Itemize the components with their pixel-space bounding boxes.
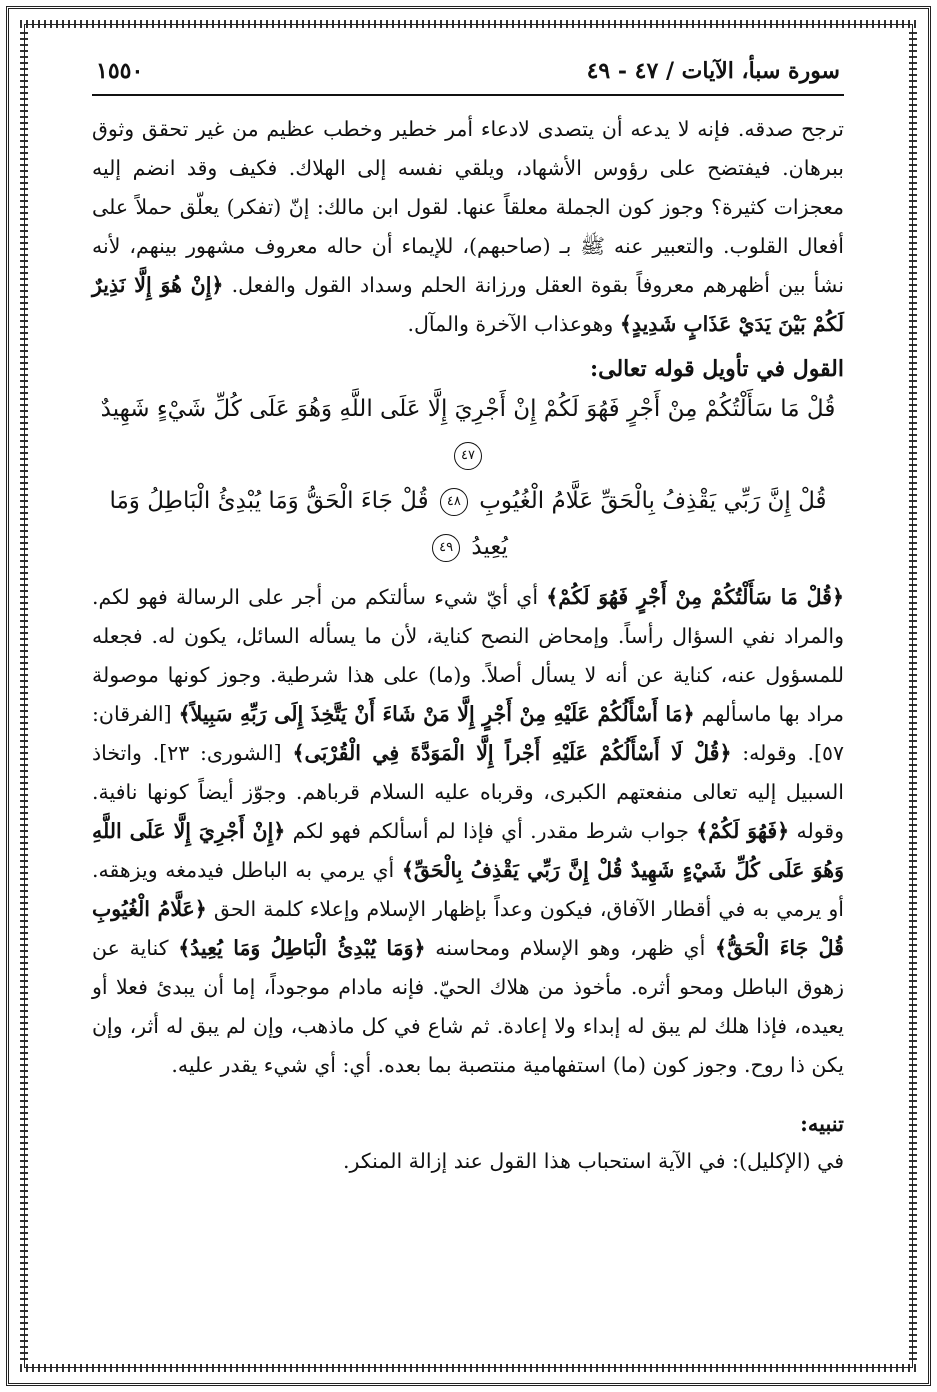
quran-quote: ﴿فَهُوَ لَكُمْ﴾ (696, 819, 790, 843)
page-content (92, 50, 844, 1180)
verse-line-2 (92, 478, 844, 570)
quran-quote: ﴿قُلْ مَا سَأَلْتُكُمْ مِنْ أَجْرٍ فَهُوَ لَكُمْ﴾ (546, 585, 844, 609)
running-title: سورة سبأ، الآيات / ٤٧ - ٤٩ (586, 58, 840, 84)
verse-47-text: قُلْ مَا سَأَلْتُكُمْ مِنْ أَجْرٍ فَهُوَ لَكُمْ إِنْ أَجْرِيَ إِلَّا عَلَى اللَّهِ وَهُوَ عَلَى كُلِّ شَيْءٍ شَهِيدٌ (100, 396, 836, 422)
commentary-text: أي يرمي به الباطل فيدمغه ويزهقه. أو يرمي به في أقطار الآفاق، فيكون وعداً بإظهار الإسلام وإعلاء كلمة الحق (92, 858, 844, 921)
ayah-number-47: ٤٧ (454, 442, 482, 470)
paragraph-1 (92, 110, 844, 344)
commentary-text: جواب شرط مقدر. أي فإذا لم أسألكم فهو لكم (292, 819, 689, 843)
ayah-number-49: ٤٩ (432, 534, 460, 562)
quran-quote: ﴿إِنْ أَجْرِيَ إِلَّا عَلَى اللَّهِ وَهُوَ عَلَى كُلِّ شَيْءٍ شَهِيدٌ قُلْ إِنَّ رَبِّي يَقْذِفُ بِالْحَقِّ﴾ (92, 819, 844, 882)
quran-quote: ﴿وَمَا يُبْدِئُ الْبَاطِلُ وَمَا يُعِيدُ﴾ (178, 936, 426, 960)
commentary-text: أي أيّ شيء سألتكم من أجر على الرسالة فهو لكم. والمراد نفي السؤال رأساً. وإمحاض النصح كناية، لأن ما يسأله السائل، يكون له. فجعله للمسؤول عنه، كناية عن أنه لا يسأل أصلاً. و(ما) على هذا شرطية. وجوز كونها موصولة مراد بها ماسألهم (92, 585, 844, 726)
commentary-text: أي ظهر، وهو الإسلام ومحاسنه (435, 936, 706, 960)
paragraph-2 (92, 578, 844, 1085)
page-number: ١٥٥٠ (96, 58, 144, 84)
quran-quote: ﴿إِنْ هُوَ إِلَّا نَذِيرٌ لَكُمْ بَيْنَ يَدَيْ عَذَابٍ شَدِيدٍ﴾ (92, 273, 844, 336)
running-header (92, 50, 844, 96)
note-title: تنبيه: (800, 1111, 844, 1136)
commentary-text: كناية عن زهوق الباطل ومحو أثره. مأخوذ من هلاك الحيّ. فإنه مادام موجوداً، إما أن يبدئ فعلا أو يعيده، فإذا هلك لم يبق له إبداء ولا إعادة. ثم شاع في كل ماذهب، وإن لم يبق له أثر، وإن يكن ذا روح. وجوز كون (ما) استفهامية منتصبة بما بعده. أي: أي شيء يقدر عليه. (92, 936, 844, 1077)
verse-line-1 (92, 386, 844, 478)
section-title: القول في تأويل قوله تعالى: (590, 356, 844, 382)
quran-quote: ﴿قُلْ لَا أَسْأَلُكُمْ عَلَيْهِ أَجْراً إِلَّا الْمَوَدَّةَ فِي الْقُرْبَى﴾ (292, 741, 732, 765)
commentary-text: [الفرقان: ٥٧]. وقوله: (92, 702, 844, 765)
quran-quote: ﴿عَلَّامُ الْغُيُوبِ قُلْ جَاءَ الْحَقُّ﴾ (92, 897, 844, 960)
ayah-number-48: ٤٨ (440, 488, 468, 516)
note-text: في (الإكليل): في الآية استحباب هذا القول عند إزالة المنكر. (343, 1149, 844, 1173)
verse-48-text: قُلْ إِنَّ رَبِّي يَقْذِفُ بِالْحَقِّ عَلَّامُ الْغُيُوبِ (479, 488, 827, 514)
quran-quote: ﴿مَا أَسْأَلُكُمْ عَلَيْهِ مِنْ أَجْرٍ إِلَّا مَنْ شَاءَ أَنْ يَتَّخِذَ إِلَى رَبِّهِ سَبِيلاً﴾ (178, 702, 695, 726)
verse-block (92, 386, 844, 570)
verse-49-text: قُلْ جَاءَ الْحَقُّ وَمَا يُبْدِئُ الْبَاطِلُ وَمَا يُعِيدُ (109, 488, 508, 560)
commentary-text: [الشورى: ٢٣]. واتخاذ السبيل إليه تعالى منفعتهم الكبرى، وقرباه عليه السلام قرباهم. وجوّز أيضاً كونها نافية. وقوله (92, 741, 844, 843)
para1-text-1: ترجح صدقه. فإنه لا يدعه أن يتصدى لادعاء أمر خطير وخطب عظيم من غير تحقق وثوق ببرهان. فيفتضح على رؤوس الأشهاد، ويلقي نفسه إلى الهلاك. فكيف وقد انضم إليه معجزات كثيرة؟ وجوز كون الجملة معلقاً عنها. لقول ابن مالك: إنّ (تفكر) يعلّق حملاً على أفعال القلوب. والتعبير عنه ﷺ بـ (صاحبهم)، للإيماء أن حاله معروف مشهور بينهم، لأنه نشأ بين أظهرهم معروفاً بقوة العقل ورزانة الحلم وسداد القول والفعل. (92, 117, 844, 297)
para1-text-2: وهوعذاب الآخرة والمآل. (407, 312, 614, 336)
